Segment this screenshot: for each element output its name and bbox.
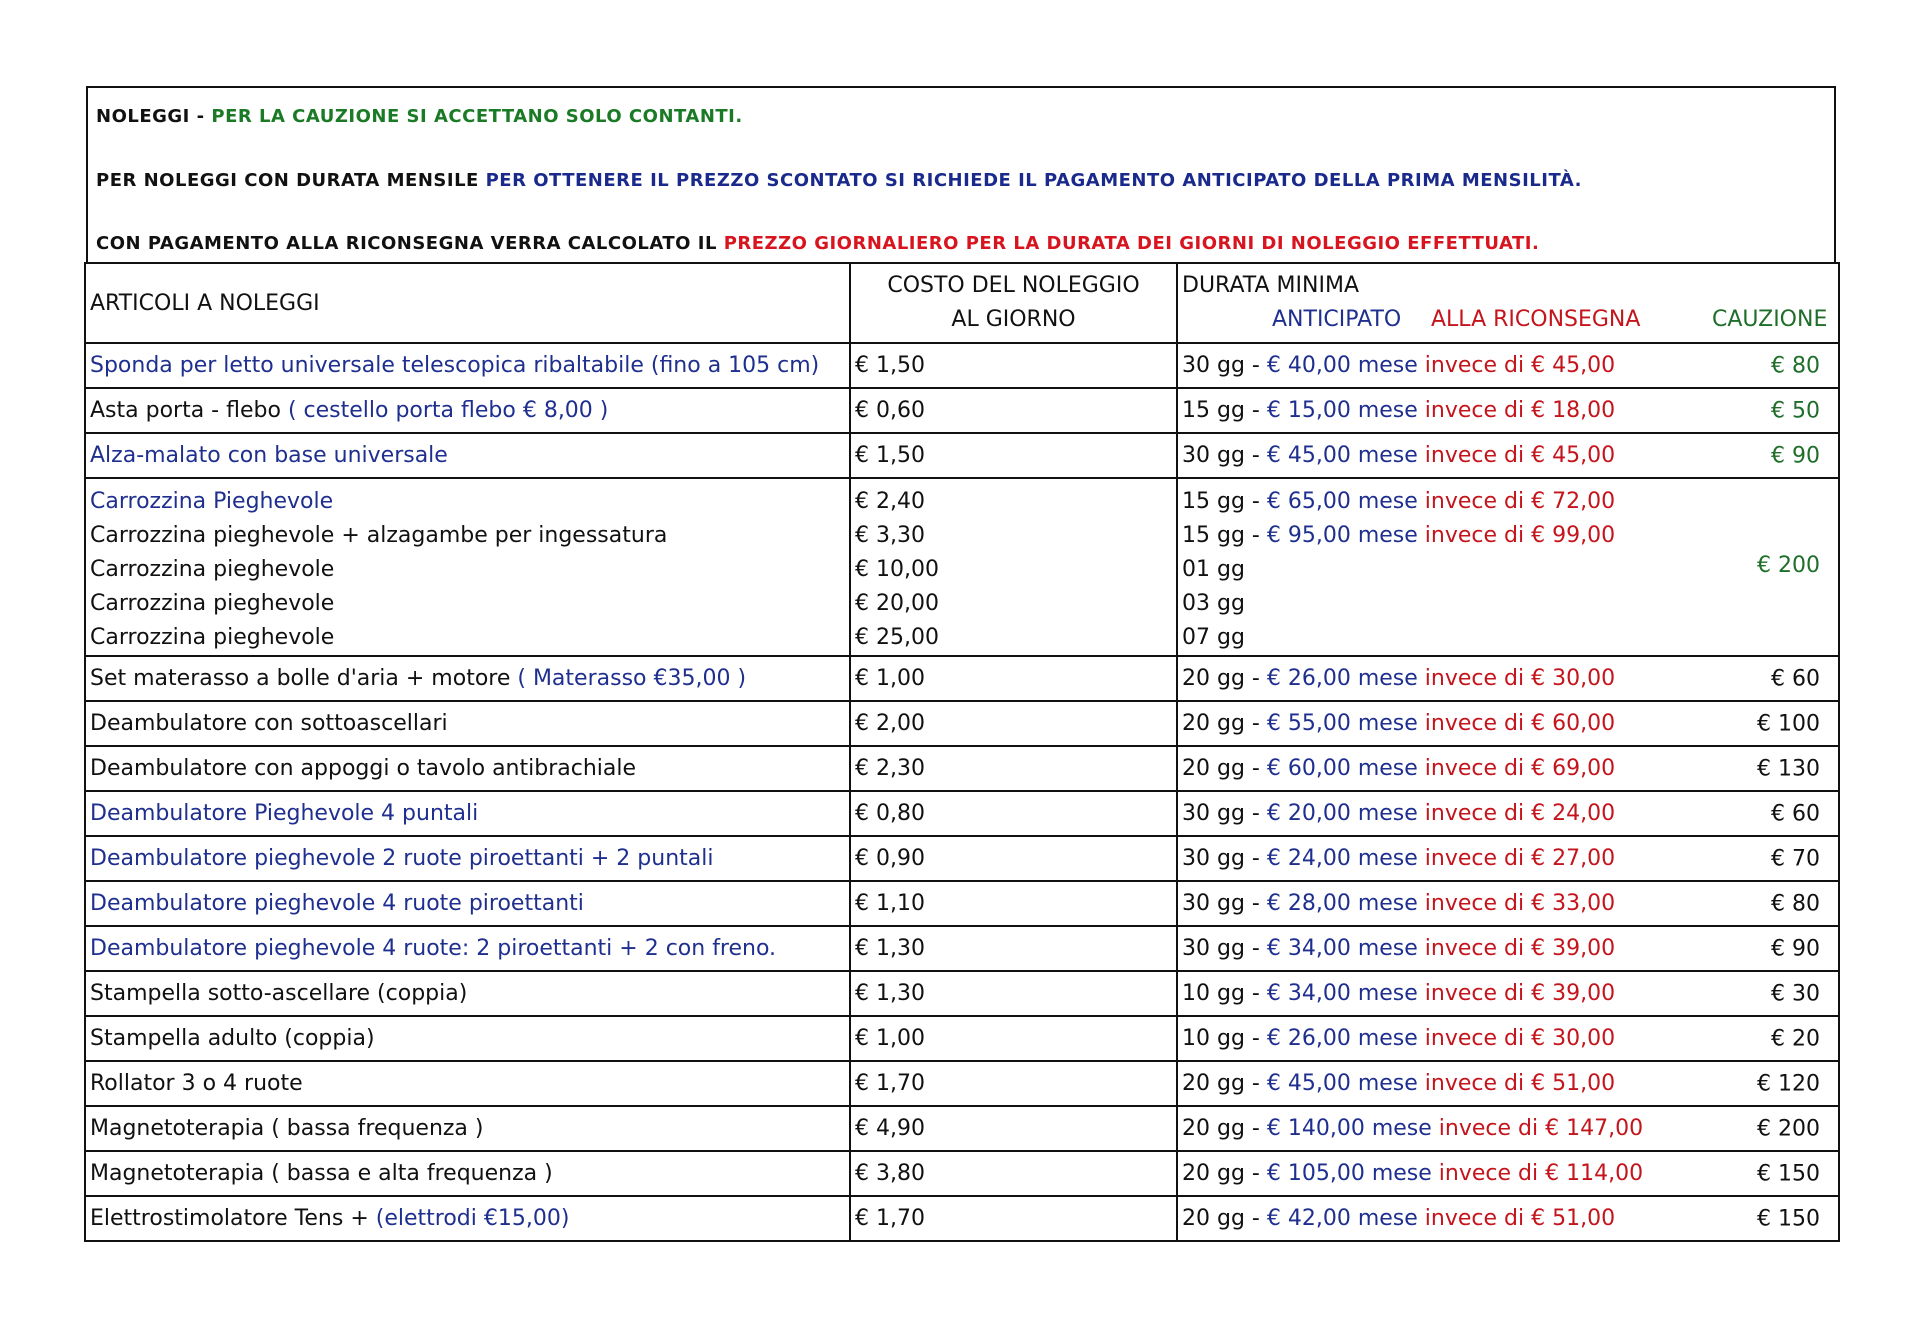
min-days: 20 gg [1182, 1161, 1245, 1186]
daily-price-cell [850, 343, 1177, 388]
table-row [85, 656, 1839, 701]
duration-cell: 30 gg - € 28,00 mese invece di € 33,00 € 80 [1177, 881, 1839, 926]
item-name: Deambulatore pieghevole 4 ruote: 2 piroettanti + 2 con freno. [90, 936, 777, 961]
item-cell [85, 1106, 850, 1151]
daily-price: € 2,40 [855, 489, 925, 514]
item-name: Carrozzina pieghevole + alzagambe per ingessatura [90, 523, 668, 548]
duration-cell: 10 gg - € 26,00 mese invece di € 30,00 € 20 [1177, 1016, 1839, 1061]
return-price: invece di € 51,00 [1424, 1071, 1616, 1096]
advance-price: € 55,00 mese [1266, 711, 1418, 736]
item-name: Alza-malato con base universale [90, 443, 448, 468]
duration-line [1182, 621, 1834, 655]
daily-price-cell [850, 433, 1177, 478]
table-row [85, 881, 1839, 926]
item-cell [85, 388, 850, 433]
min-days: 20 gg [1182, 1206, 1245, 1231]
daily-price: € 3,80 [855, 1161, 925, 1186]
duration-cell: 15 gg - € 15,00 mese invece di € 18,00 € 50 [1177, 388, 1839, 433]
min-days: 30 gg [1182, 801, 1245, 826]
notice-line-deposit: NOLEGGI - PER LA CAUZIONE SI ACCETTANO SOLO CONTANTI. [96, 106, 743, 127]
daily-price: € 20,00 [855, 591, 939, 616]
deposit-amount: € 80 [1771, 353, 1820, 378]
advance-price: € 42,00 mese [1266, 1206, 1418, 1231]
item-cell [85, 1016, 850, 1061]
daily-price-cell [850, 926, 1177, 971]
min-days: 30 gg [1182, 846, 1245, 871]
item-note: (elettrodi €15,00) [375, 1206, 570, 1231]
deposit-amount: € 20 [1771, 1026, 1820, 1051]
advance-price: € 65,00 mese [1266, 489, 1418, 514]
advance-price: € 28,00 mese [1266, 891, 1418, 916]
item-cell [85, 343, 850, 388]
return-price: invece di € 45,00 [1424, 443, 1616, 468]
notice-line-monthly: PER NOLEGGI CON DURATA MENSILE PER OTTENERE IL PREZZO SCONTATO SI RICHIEDE IL PAGAMENTO ANTICIPATO DELLA PRIMA MENSILITÀ. [96, 170, 1582, 191]
daily-price: € 1,00 [855, 666, 925, 691]
deposit-amount: € 200 [1757, 1116, 1820, 1141]
header-advance: ANTICIPATO [1272, 307, 1402, 332]
deposit-amount: € 70 [1771, 846, 1820, 871]
advance-price: € 45,00 mese [1266, 443, 1418, 468]
deposit-amount: € 150 [1757, 1161, 1820, 1186]
daily-price: € 4,90 [855, 1116, 925, 1141]
daily-price: € 2,00 [855, 711, 925, 736]
table-row [85, 836, 1839, 881]
daily-price: € 1,30 [855, 981, 925, 1006]
daily-price: € 0,60 [855, 398, 925, 423]
daily-price-cell [850, 388, 1177, 433]
min-days: 15 gg [1182, 523, 1245, 548]
item-name: Magnetoterapia ( bassa e alta frequenza ) [90, 1161, 553, 1186]
table-header [85, 263, 1839, 343]
item-cell [85, 701, 850, 746]
advance-price: € 34,00 mese [1266, 981, 1418, 1006]
item-cell [85, 791, 850, 836]
daily-price-cell [850, 746, 1177, 791]
duration-line: 15 gg - € 95,00 mese invece di € 99,00 [1182, 523, 1616, 548]
item-cell [85, 881, 850, 926]
item-name: Carrozzina pieghevole [90, 625, 335, 650]
notice-line-return: CON PAGAMENTO ALLA RICONSEGNA VERRA CALCOLATO IL PREZZO GIORNALIERO PER LA DURATA DEI GIORNI DI NOLEGGIO EFFETTUATI. [96, 233, 1540, 254]
item-cell [85, 433, 850, 478]
duration-line [1182, 587, 1834, 621]
daily-price: € 2,30 [855, 756, 925, 781]
item-name: Stampella sotto-ascellare (coppia) [90, 981, 468, 1006]
item-name: Stampella adulto (coppia) [90, 1026, 375, 1051]
min-days: 30 gg [1182, 936, 1245, 961]
daily-price: € 1,00 [855, 1026, 925, 1051]
daily-price-cell [850, 701, 1177, 746]
item-name: Deambulatore con appoggi o tavolo antibrachiale [90, 756, 637, 781]
table-row [85, 343, 1839, 388]
return-price: invece di € 45,00 [1424, 353, 1616, 378]
table-row [85, 1016, 1839, 1061]
min-days: 15 gg [1182, 398, 1245, 423]
min-days: 20 gg [1182, 1116, 1245, 1141]
return-price: invece di € 69,00 [1424, 756, 1616, 781]
daily-price: € 1,70 [855, 1071, 925, 1096]
header-item: ARTICOLI A NOLEGGI [85, 263, 850, 343]
advance-price: € 40,00 mese [1266, 353, 1418, 378]
item-cell [85, 971, 850, 1016]
advance-price: € 26,00 mese [1266, 666, 1418, 691]
item-cell [85, 478, 850, 656]
min-days: 10 gg [1182, 981, 1245, 1006]
min-days: 30 gg [1182, 443, 1245, 468]
daily-price-cell [850, 971, 1177, 1016]
header-deposit: CAUZIONE [1712, 307, 1828, 332]
notice-box [86, 86, 1836, 262]
min-days: 03 gg [1182, 591, 1245, 616]
deposit-amount: € 60 [1771, 801, 1820, 826]
min-days: 30 gg [1182, 353, 1245, 378]
item-name: Deambulatore con sottoascellari [90, 711, 448, 736]
item-name: Deambulatore pieghevole 4 ruote piroettanti [90, 891, 584, 916]
item-name: Deambulatore pieghevole 2 ruote piroettanti + 2 puntali [90, 846, 714, 871]
duration-cell: 30 gg - € 40,00 mese invece di € 45,00 € 80 [1177, 343, 1839, 388]
table-row [85, 1151, 1839, 1196]
header-on-return: ALLA RICONSEGNA [1431, 307, 1641, 332]
item-name: Deambulatore Pieghevole 4 puntali [90, 801, 479, 826]
deposit-amount: € 90 [1771, 936, 1820, 961]
return-price: invece di € 30,00 [1424, 666, 1616, 691]
item-cell [85, 836, 850, 881]
duration-cell: 30 gg - € 45,00 mese invece di € 45,00 € 90 [1177, 433, 1839, 478]
daily-price: € 25,00 [855, 625, 939, 650]
duration-line [1182, 553, 1834, 587]
advance-price: € 34,00 mese [1266, 936, 1418, 961]
duration-cell: 10 gg - € 34,00 mese invece di € 39,00 € 30 [1177, 971, 1839, 1016]
item-name: Magnetoterapia ( bassa frequenza ) [90, 1116, 484, 1141]
duration-cell: 20 gg - € 55,00 mese invece di € 60,00 € 100 [1177, 701, 1839, 746]
item-name: Rollator 3 o 4 ruote [90, 1071, 303, 1096]
advance-price: € 45,00 mese [1266, 1071, 1418, 1096]
table-row [85, 926, 1839, 971]
deposit-amount: € 150 [1757, 1206, 1820, 1231]
daily-price-cell [850, 1061, 1177, 1106]
deposit-amount: € 200 [1757, 553, 1820, 578]
table-row [85, 791, 1839, 836]
advance-price: € 95,00 mese [1266, 523, 1418, 548]
duration-cell: 20 gg - € 140,00 mese invece di € 147,00 € 200 [1177, 1106, 1839, 1151]
duration-cell: 30 gg - € 24,00 mese invece di € 27,00 € 70 [1177, 836, 1839, 881]
daily-price-cell [850, 836, 1177, 881]
item-name: Asta porta - flebo [90, 398, 281, 423]
daily-price-cell [850, 1196, 1177, 1241]
daily-price: € 1,30 [855, 936, 925, 961]
daily-price-cell [850, 791, 1177, 836]
item-name: Carrozzina Pieghevole [90, 489, 334, 514]
item-name: Carrozzina pieghevole [90, 591, 335, 616]
table-row [85, 701, 1839, 746]
item-cell [85, 656, 850, 701]
rental-price-sheet [86, 86, 1836, 1242]
item-name: Set materasso a bolle d'aria + motore [90, 666, 511, 691]
daily-price: € 1,50 [855, 353, 925, 378]
return-price: invece di € 27,00 [1424, 846, 1616, 871]
deposit-amount: € 90 [1771, 443, 1820, 468]
daily-price-cell [850, 656, 1177, 701]
rental-table [84, 262, 1840, 1242]
daily-price: € 0,90 [855, 846, 925, 871]
advance-price: € 24,00 mese [1266, 846, 1418, 871]
item-note: ( cestello porta flebo € 8,00 ) [287, 398, 609, 423]
return-price: invece di € 147,00 [1438, 1116, 1644, 1141]
min-days: 20 gg [1182, 711, 1245, 736]
return-price: invece di € 99,00 [1424, 523, 1616, 548]
duration-cell: 20 gg - € 45,00 mese invece di € 51,00 € 120 [1177, 1061, 1839, 1106]
deposit-amount: € 80 [1771, 891, 1820, 916]
min-days: 07 gg [1182, 625, 1245, 650]
duration-cell [1177, 478, 1839, 656]
daily-price-cell [850, 478, 1177, 656]
daily-price-cell [850, 1106, 1177, 1151]
min-days: 01 gg [1182, 557, 1245, 582]
deposit-amount: € 100 [1757, 711, 1820, 736]
deposit-amount: € 60 [1771, 666, 1820, 691]
min-days: 10 gg [1182, 1026, 1245, 1051]
advance-price: € 20,00 mese [1266, 801, 1418, 826]
return-price: invece di € 72,00 [1424, 489, 1616, 514]
item-cell [85, 1061, 850, 1106]
wheelchair-group-row [85, 478, 1839, 656]
duration-cell: 20 gg - € 60,00 mese invece di € 69,00 € 130 [1177, 746, 1839, 791]
advance-price: € 60,00 mese [1266, 756, 1418, 781]
min-days: 20 gg [1182, 1071, 1245, 1096]
item-note: ( Materasso €35,00 ) [517, 666, 747, 691]
return-price: invece di € 30,00 [1424, 1026, 1616, 1051]
daily-price-cell [850, 1016, 1177, 1061]
deposit-amount: € 130 [1757, 756, 1820, 781]
return-price: invece di € 60,00 [1424, 711, 1616, 736]
duration-cell: 20 gg - € 42,00 mese invece di € 51,00 € 150 [1177, 1196, 1839, 1241]
table-row [85, 388, 1839, 433]
item-cell [85, 1196, 850, 1241]
duration-cell: 20 gg - € 26,00 mese invece di € 30,00 € 60 [1177, 656, 1839, 701]
item-name: Carrozzina pieghevole [90, 557, 335, 582]
header-cost: COSTO DEL NOLEGGIO AL GIORNO [850, 263, 1177, 343]
table-row [85, 433, 1839, 478]
table-row [85, 1106, 1839, 1151]
advance-price: € 140,00 mese [1266, 1116, 1432, 1141]
item-name: Sponda per letto universale telescopica ribaltabile (fino a 105 cm) [90, 353, 820, 378]
min-days: 30 gg [1182, 891, 1245, 916]
daily-price: € 1,50 [855, 443, 925, 468]
item-cell [85, 1151, 850, 1196]
daily-price: € 1,10 [855, 891, 925, 916]
return-price: invece di € 18,00 [1424, 398, 1616, 423]
return-price: invece di € 24,00 [1424, 801, 1616, 826]
return-price: invece di € 39,00 [1424, 936, 1616, 961]
advance-price: € 105,00 mese [1266, 1161, 1432, 1186]
daily-price: € 1,70 [855, 1206, 925, 1231]
header-duration: DURATA MINIMA ANTICIPATO ALLA RICONSEGNA CAUZIONE [1177, 263, 1839, 343]
daily-price: € 10,00 [855, 557, 939, 582]
return-price: invece di € 33,00 [1424, 891, 1616, 916]
deposit-amount: € 30 [1771, 981, 1820, 1006]
return-price: invece di € 114,00 [1438, 1161, 1644, 1186]
min-days: 20 gg [1182, 666, 1245, 691]
min-days: 15 gg [1182, 489, 1245, 514]
table-row [85, 746, 1839, 791]
return-price: invece di € 51,00 [1424, 1206, 1616, 1231]
daily-price: € 0,80 [855, 801, 925, 826]
daily-price: € 3,30 [855, 523, 925, 548]
duration-line: 15 gg - € 65,00 mese invece di € 72,00 [1182, 489, 1616, 514]
duration-cell: 20 gg - € 105,00 mese invece di € 114,00 € 150 [1177, 1151, 1839, 1196]
daily-price-cell [850, 1151, 1177, 1196]
daily-price-cell [850, 881, 1177, 926]
duration-cell: 30 gg - € 20,00 mese invece di € 24,00 € 60 [1177, 791, 1839, 836]
item-cell [85, 926, 850, 971]
deposit-amount: € 50 [1771, 398, 1820, 423]
item-name: Elettrostimolatore Tens + [90, 1206, 369, 1231]
advance-price: € 26,00 mese [1266, 1026, 1418, 1051]
table-row [85, 971, 1839, 1016]
table-row [85, 1196, 1839, 1241]
duration-cell: 30 gg - € 34,00 mese invece di € 39,00 € 90 [1177, 926, 1839, 971]
min-days: 20 gg [1182, 756, 1245, 781]
item-cell [85, 746, 850, 791]
return-price: invece di € 39,00 [1424, 981, 1616, 1006]
table-row [85, 1061, 1839, 1106]
advance-price: € 15,00 mese [1266, 398, 1418, 423]
deposit-amount: € 120 [1757, 1071, 1820, 1096]
